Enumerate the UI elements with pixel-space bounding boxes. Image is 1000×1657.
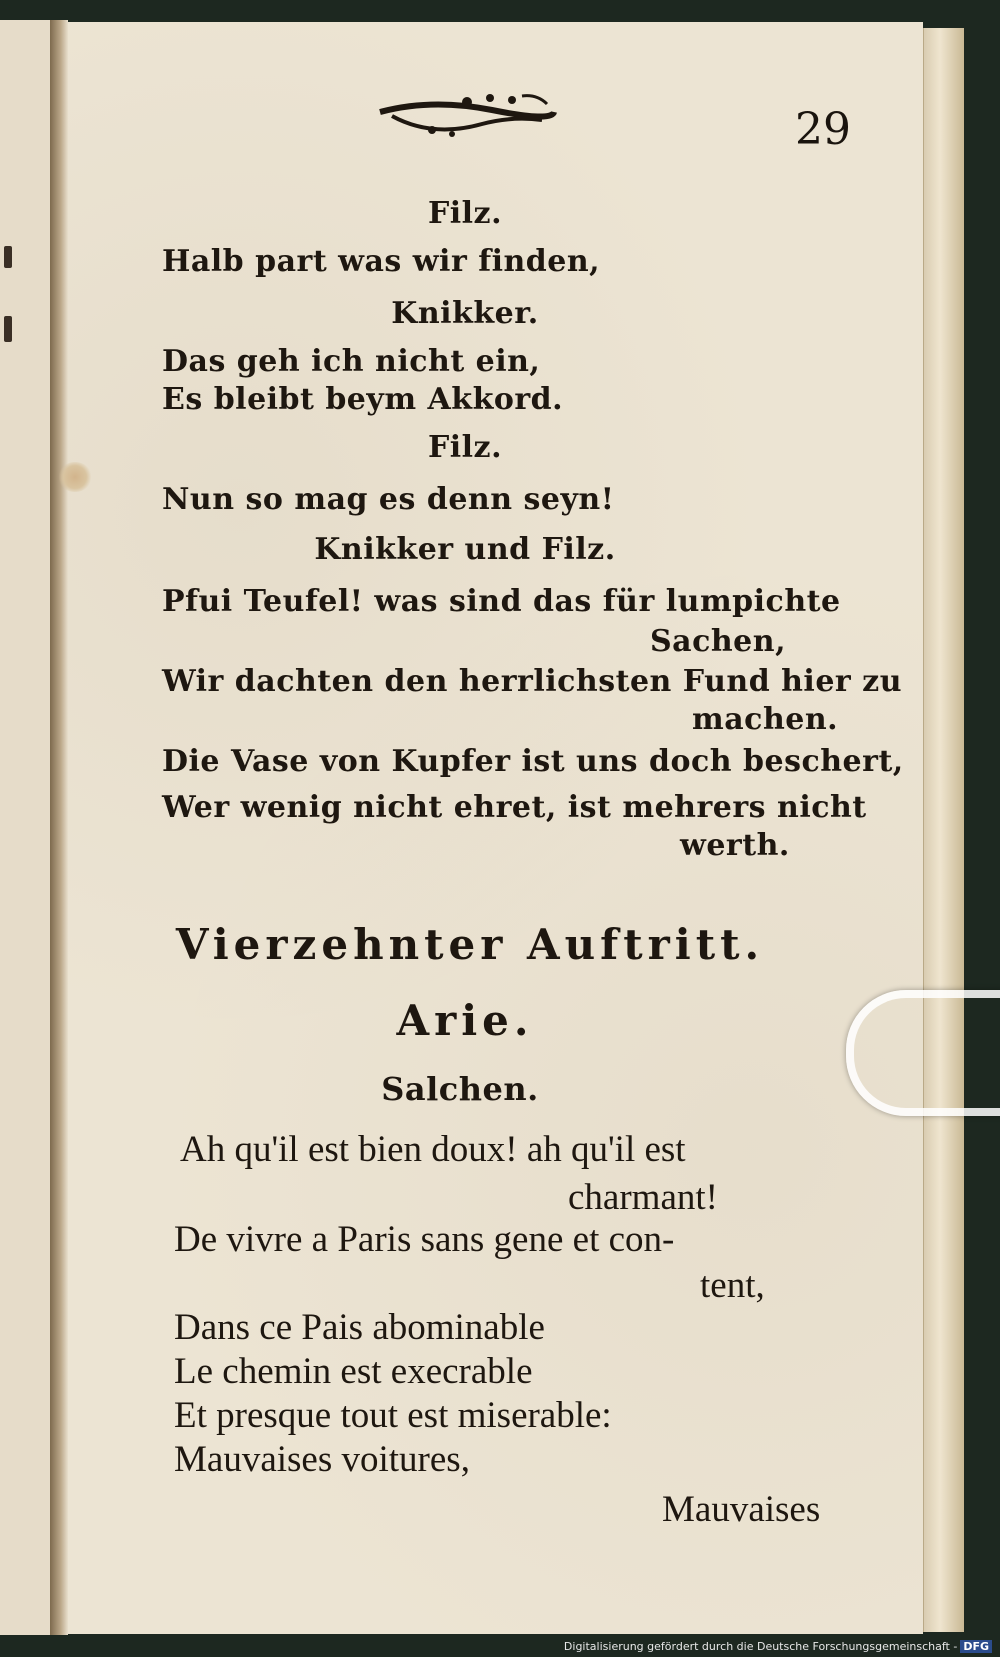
verse-line: Ah qu'il est bien doux! ah qu'il est (180, 1129, 686, 1170)
speaker-label: Knikker und Filz. (314, 532, 616, 567)
speaker-label: Knikker. (391, 296, 539, 331)
verse-line-continuation: charmant! (568, 1177, 718, 1218)
verse-line: Mauvaises voitures, (174, 1439, 470, 1480)
verse-line-continuation: machen. (692, 702, 839, 737)
text-fragment-mark (4, 246, 12, 268)
verse-line: Et presque tout est miserable: (174, 1395, 612, 1436)
verse-line: Nun so mag es denn seyn! (162, 482, 615, 517)
page-number: 29 (795, 104, 851, 155)
ornament-icon (372, 90, 562, 142)
verse-line-continuation: Sachen, (650, 624, 787, 659)
previous-page-edge (0, 20, 53, 1635)
catchword: Mauvaises (662, 1489, 821, 1530)
verse-line-continuation: werth. (680, 828, 790, 863)
text-fragment-mark (4, 316, 12, 342)
page-block-edge (923, 28, 964, 1632)
verse-line: Halb part was wir finden, (162, 244, 601, 279)
verse-line-continuation: tent, (700, 1265, 765, 1306)
verse-line: Das geh ich nicht ein, (162, 344, 541, 379)
aria-heading: Arie. (396, 996, 534, 1045)
verse-line: Le chemin est execrable (174, 1351, 533, 1392)
speaker-label: Filz. (427, 196, 503, 231)
verse-line: Die Vase von Kupfer ist uns doch beschert, (162, 744, 904, 779)
speaker-label: Salchen. (381, 1070, 539, 1108)
verse-line: Pfui Teufel! was sind das für lumpichte (162, 584, 841, 619)
scene-heading: Vierzehnter Auftritt. (175, 920, 765, 969)
verse-line: De vivre a Paris sans gene et con- (174, 1219, 675, 1260)
page-clip (846, 990, 1000, 1116)
verse-line: Dans ce Pais abominable (174, 1307, 545, 1348)
credit-text: Digitalisierung gefördert durch die Deutsche Forschungsgemeinschaft - (563, 1640, 958, 1653)
digitization-credit (564, 1640, 992, 1653)
dfg-logo: DFG (960, 1640, 992, 1653)
verse-line: Wir dachten den herrlichsten Fund hier zu (162, 664, 903, 699)
paper-stain (58, 462, 92, 492)
book-gutter (50, 20, 68, 1635)
verse-line: Wer wenig nicht ehret, ist mehrers nicht (162, 790, 867, 825)
verse-line: Es bleibt beym Akkord. (162, 382, 564, 417)
speaker-label: Filz. (427, 430, 503, 465)
